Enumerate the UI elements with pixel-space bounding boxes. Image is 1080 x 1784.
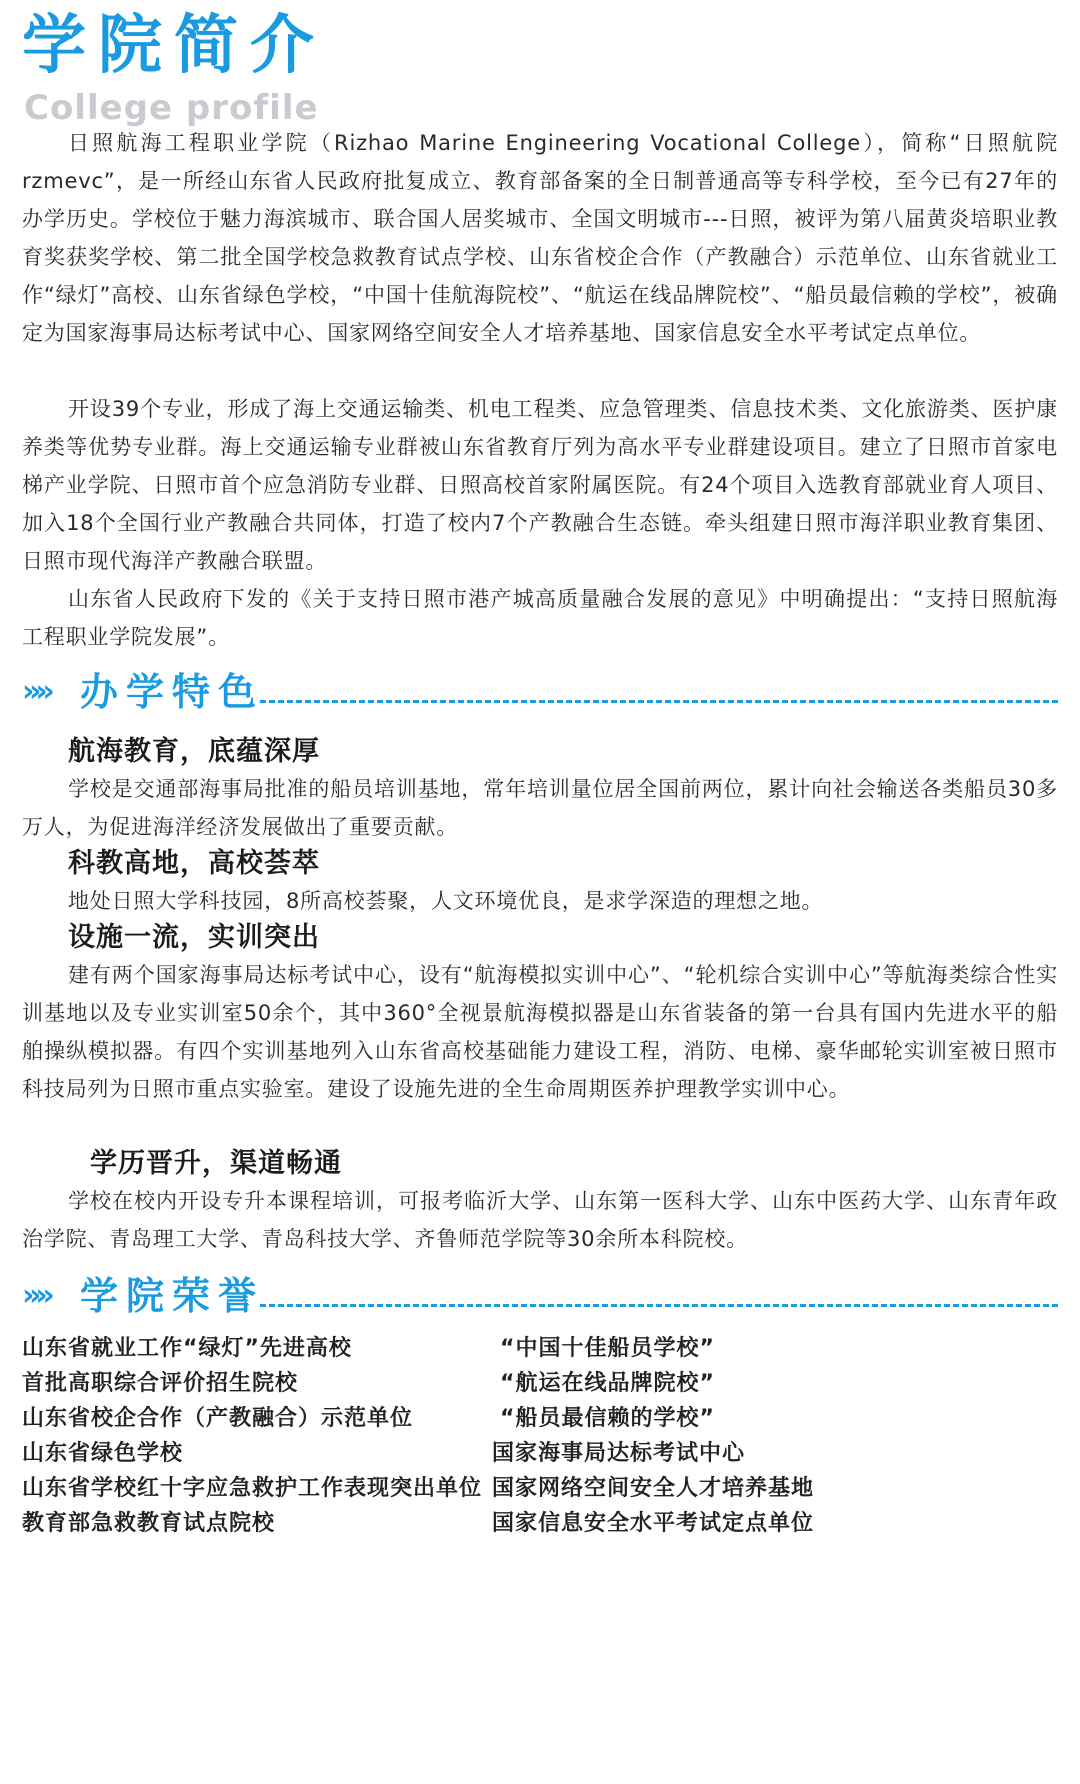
feature-text-3: 建有两个国家海事局达标考试中心，设有“航海模拟实训中心”、“轮机综合实训中心”等航海类综合性实训基地以及专业实训室50余个，其中360°全视景航海模拟器是山东省装备的第一台具有国内先进水平的船舶操纵模拟器。有四个实训基地列入山东省高校基础能力建设工程，消防、电梯、豪华邮轮实训室被日照市科技局列为日照市重点实验室。建设了设施先进的全生命周期医养护理教学实训中心。 xyxy=(22,963,1058,1101)
double-chevron-icon: »» xyxy=(22,1278,49,1313)
honors-section-header xyxy=(22,1272,1058,1322)
page-title: 学院简介 xyxy=(22,9,326,83)
feature-text-4: 学校在校内开设专升本课程培训，可报考临沂大学、山东第一医科大学、山东中医药大学、山东青年政治学院、青岛理工大学、青岛科技大学、齐鲁师范学院等30余所本科院校。 xyxy=(22,1189,1058,1251)
honor-left-1: 山东省就业工作“绿灯”先进高校 xyxy=(22,1336,352,1361)
double-chevron-icon: »» xyxy=(22,674,49,709)
feature-text-1: 学校是交通部海事局批准的船员培训基地，常年培训量位居全国前两位，累计向社会输送各类船员30多万人，为促进海洋经济发展做出了重要贡献。 xyxy=(22,777,1058,839)
features-section-header xyxy=(22,668,1058,718)
honor-left-3: 山东省校企合作（产教融合）示范单位 xyxy=(22,1406,414,1431)
honors-section-title: 学院荣誉 xyxy=(80,1274,265,1318)
intro-paragraph-1: 日照航海工程职业学院（Rizhao Marine Engineering Vocational College），简称“日照航院rzmevc”，是一所经山东省人民政府批复成立、教育部备案的全日制普通高等专科学校，至今已有27年的办学历史。学校位于魅力海滨城市、联合国人居奖城市、全国文明城市---日照，被评为第八届黄炎培职业教育奖获奖学校、第二批全国学校急救教育试点学校、山东省校企合作（产教融合）示范单位、山东省就业工作“绿灯”高校、山东省绿色学校，“中国十佳航海院校”、“航运在线品牌院校”、“船员最信赖的学校”，被确定为国家海事局达标考试中心、国家网络空间安全人才培养基地、国家信息安全水平考试定点单位。 xyxy=(22,131,1058,345)
page-subtitle: College profile xyxy=(24,88,319,128)
honor-right-4: 国家海事局达标考试中心 xyxy=(492,1441,746,1466)
feature-title-3: 设施一流，实训突出 xyxy=(68,922,320,953)
honor-right-2: “航运在线品牌院校” xyxy=(500,1371,715,1396)
intro-paragraph-3: 山东省人民政府下发的《关于支持日照市港产城高质量融合发展的意见》中明确提出：“支持日照航海工程职业学院发展”。 xyxy=(22,587,1058,649)
honor-right-5: 国家网络空间安全人才培养基地 xyxy=(492,1476,815,1501)
honor-left-5: 山东省学校红十字应急救护工作表现突出单位 xyxy=(22,1476,483,1501)
honor-right-3: “船员最信赖的学校” xyxy=(500,1406,715,1431)
honor-right-1: “中国十佳船员学校” xyxy=(500,1336,715,1361)
honor-right-6: 国家信息安全水平考试定点单位 xyxy=(492,1511,815,1536)
feature-title-1: 航海教育，底蕴深厚 xyxy=(68,736,320,767)
honor-left-6: 教育部急救教育试点院校 xyxy=(22,1511,276,1536)
feature-text-2: 地处日照大学科技园，8所高校荟聚，人文环境优良，是求学深造的理想之地。 xyxy=(68,889,824,913)
feature-title-2: 科教高地，高校荟萃 xyxy=(68,848,320,879)
feature-title-4: 学历晋升，渠道畅通 xyxy=(90,1148,342,1179)
honor-left-4: 山东省绿色学校 xyxy=(22,1441,184,1466)
intro-paragraph-2: 开设39个专业，形成了海上交通运输类、机电工程类、应急管理类、信息技术类、文化旅游类、医护康养类等优势专业群。海上交通运输专业群被山东省教育厅列为高水平专业群建设项目。建立了日照市首家电梯产业学院、日照市首个应急消防专业群、日照高校首家附属医院。有24个项目入选教育部就业育人项目、加入18个全国行业产教融合共同体，打造了校内7个产教融合生态链。牵头组建日照市海洋职业教育集团、日照市现代海洋产教融合联盟。 xyxy=(22,397,1058,573)
section-divider xyxy=(260,1304,1058,1307)
features-section-title: 办学特色 xyxy=(80,670,265,714)
honor-left-2: 首批高职综合评价招生院校 xyxy=(22,1371,299,1396)
section-divider xyxy=(260,700,1058,703)
